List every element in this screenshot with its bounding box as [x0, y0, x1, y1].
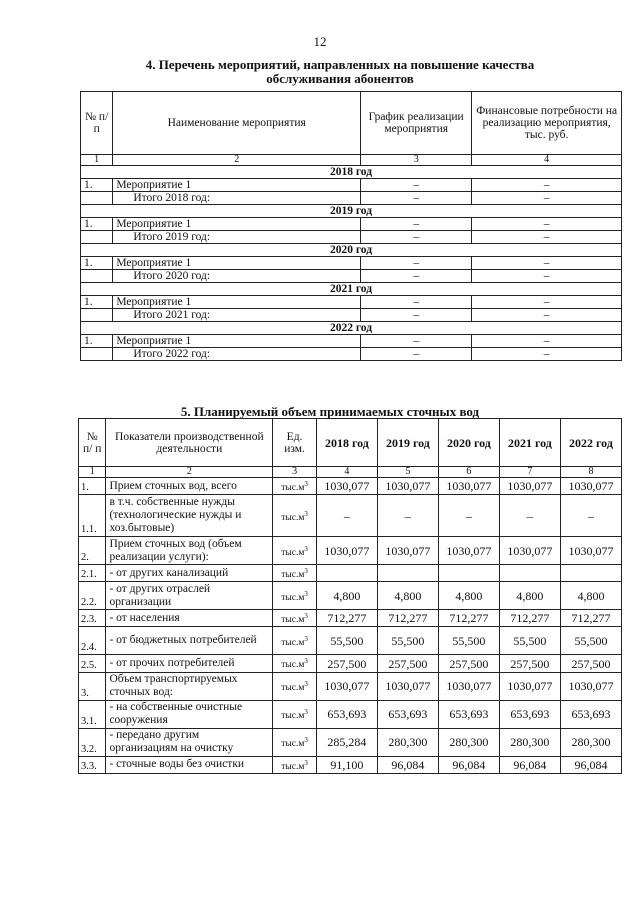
year-row — [81, 283, 622, 296]
unit-cell — [273, 495, 317, 537]
row-label: в т.ч. собственные нужды (технологические нужды и хоз.бытовые) — [106, 495, 273, 537]
item-number: 1. — [81, 179, 113, 192]
row-number: 2.1. — [79, 565, 106, 582]
table-row — [79, 610, 622, 627]
year-value: 1030,077 — [316, 478, 377, 495]
finance-total: – — [472, 348, 622, 361]
unit-text: тыс.м — [281, 683, 305, 694]
row-label: - от других отраслей организации — [106, 582, 273, 610]
schedule-value: – — [361, 296, 472, 309]
year-value: 55,500 — [377, 627, 438, 655]
year-value: 1030,077 — [499, 478, 560, 495]
year-value: 96,084 — [560, 756, 621, 773]
schedule-value: – — [361, 218, 472, 231]
wastewater-volume-table — [78, 418, 622, 774]
year-label: 2020 год — [81, 244, 622, 257]
header-cell: Ед. изм. — [273, 419, 317, 467]
unit-cell — [273, 610, 317, 627]
row-label: Объем транспортируемых сточных вод: — [106, 672, 273, 700]
row-number: 2.4. — [79, 627, 106, 655]
empty-cell — [81, 192, 113, 205]
column-number: 3 — [361, 155, 472, 166]
unit-text: тыс.м — [281, 483, 305, 494]
unit-superscript: 3 — [304, 612, 308, 621]
section-4-title — [20, 58, 640, 86]
item-number: 1. — [81, 257, 113, 270]
column-number: 2 — [113, 155, 361, 166]
header-cell: График реализации мероприятия — [361, 92, 472, 155]
schedule-total: – — [361, 231, 472, 244]
year-value: 96,084 — [499, 756, 560, 773]
activities-table — [80, 91, 622, 361]
finance-total: – — [472, 192, 622, 205]
unit-text: тыс.м — [281, 592, 305, 603]
table-row — [79, 478, 622, 495]
year-value: 1030,077 — [377, 672, 438, 700]
year-value: 653,693 — [560, 700, 621, 728]
empty-cell — [81, 270, 113, 283]
section-4-title-line1: 4. Перечень мероприятий, направленных на повышение качества — [145, 57, 535, 72]
row-label: - от прочих потребителей — [106, 655, 273, 672]
item-name: Мероприятие 1 — [113, 335, 361, 348]
total-label: Итого 2019 год: — [113, 231, 361, 244]
column-number: 6 — [438, 467, 499, 478]
unit-superscript: 3 — [304, 680, 308, 689]
year-value: 1030,077 — [316, 537, 377, 565]
year-value — [316, 565, 377, 582]
year-value: 712,277 — [377, 610, 438, 627]
year-value: 4,800 — [377, 582, 438, 610]
year-label: 2019 год — [81, 205, 622, 218]
year-value: 91,100 — [316, 756, 377, 773]
unit-superscript: 3 — [304, 544, 308, 553]
year-value: 4,800 — [499, 582, 560, 610]
unit-text: тыс.м — [281, 570, 305, 581]
year-value — [377, 565, 438, 582]
row-number: 3.1. — [79, 700, 106, 728]
year-value: 712,277 — [316, 610, 377, 627]
year-label: 2018 год — [81, 166, 622, 179]
year-value — [560, 565, 621, 582]
year-value: 257,500 — [377, 655, 438, 672]
unit-superscript: 3 — [304, 509, 308, 518]
unit-superscript: 3 — [304, 708, 308, 717]
table-header-row — [81, 92, 622, 155]
row-label: - передано другим организациям на очистку — [106, 728, 273, 756]
unit-cell — [273, 700, 317, 728]
year-value: 1030,077 — [377, 537, 438, 565]
header-cell-year: 2019 год — [377, 419, 438, 467]
year-value: 1030,077 — [438, 537, 499, 565]
year-value: 1030,077 — [316, 672, 377, 700]
row-label: - от населения — [106, 610, 273, 627]
year-value: 96,084 — [438, 756, 499, 773]
year-value — [438, 565, 499, 582]
year-value: 280,300 — [499, 728, 560, 756]
header-cell: Наименование мероприятия — [113, 92, 361, 155]
header-cell-year: 2020 год — [438, 419, 499, 467]
unit-cell — [273, 537, 317, 565]
table-row — [81, 335, 622, 348]
total-row — [81, 309, 622, 322]
item-number: 1. — [81, 218, 113, 231]
unit-text: тыс.м — [281, 638, 305, 649]
finance-total: – — [472, 270, 622, 283]
total-label: Итого 2020 год: — [113, 270, 361, 283]
table-row — [79, 728, 622, 756]
year-value: 1030,077 — [377, 478, 438, 495]
table-row — [79, 537, 622, 565]
row-label: Прием сточных вод, всего — [106, 478, 273, 495]
unit-superscript: 3 — [304, 567, 308, 576]
year-value: 280,300 — [377, 728, 438, 756]
empty-cell — [81, 309, 113, 322]
year-value: 1030,077 — [438, 672, 499, 700]
table-row — [79, 582, 622, 610]
finance-value: – — [472, 179, 622, 192]
year-value: 280,300 — [560, 728, 621, 756]
schedule-value: – — [361, 335, 472, 348]
year-value: 1030,077 — [499, 537, 560, 565]
table-row — [79, 565, 622, 582]
finance-value: – — [472, 257, 622, 270]
year-value: 257,500 — [438, 655, 499, 672]
year-row — [81, 205, 622, 218]
row-label: - на собственные очистные сооружения — [106, 700, 273, 728]
unit-superscript: 3 — [304, 758, 308, 767]
year-value: 285,284 — [316, 728, 377, 756]
unit-cell — [273, 565, 317, 582]
row-number: 2.2. — [79, 582, 106, 610]
year-value — [499, 565, 560, 582]
item-number: 1. — [81, 335, 113, 348]
year-value: 55,500 — [316, 627, 377, 655]
year-row — [81, 322, 622, 335]
year-value: 55,500 — [560, 627, 621, 655]
year-value: 712,277 — [499, 610, 560, 627]
unit-text: тыс.м — [281, 547, 305, 558]
finance-value: – — [472, 335, 622, 348]
row-label: Прием сточных вод (объем реализации услуги): — [106, 537, 273, 565]
item-name: Мероприятие 1 — [113, 296, 361, 309]
column-number: 8 — [560, 467, 621, 478]
row-number: 1.1. — [79, 495, 106, 537]
column-number-row — [81, 155, 622, 166]
column-number: 2 — [106, 467, 273, 478]
row-number: 2.5. — [79, 655, 106, 672]
column-number: 7 — [499, 467, 560, 478]
column-number: 4 — [316, 467, 377, 478]
year-value: 280,300 — [438, 728, 499, 756]
year-row — [81, 166, 622, 179]
table-row — [81, 257, 622, 270]
table-row — [79, 756, 622, 773]
row-number: 2.3. — [79, 610, 106, 627]
year-value: 96,084 — [377, 756, 438, 773]
unit-cell — [273, 627, 317, 655]
year-value: 1030,077 — [560, 478, 621, 495]
table-header-row — [79, 419, 622, 467]
row-number: 3. — [79, 672, 106, 700]
section-4-title-line2: обслуживания абонентов — [266, 71, 414, 86]
column-number: 5 — [377, 467, 438, 478]
row-number: 2. — [79, 537, 106, 565]
year-row — [81, 244, 622, 257]
header-cell: № п/ п — [79, 419, 106, 467]
year-value: 4,800 — [316, 582, 377, 610]
table-row — [81, 296, 622, 309]
header-cell-year: 2018 год — [316, 419, 377, 467]
year-value: 712,277 — [438, 610, 499, 627]
unit-cell — [273, 478, 317, 495]
empty-cell — [81, 348, 113, 361]
finance-value: – — [472, 218, 622, 231]
unit-text: тыс.м — [281, 711, 305, 722]
row-number: 1. — [79, 478, 106, 495]
finance-total: – — [472, 231, 622, 244]
unit-superscript: 3 — [304, 589, 308, 598]
unit-superscript: 3 — [304, 634, 308, 643]
year-value: 1030,077 — [560, 537, 621, 565]
header-cell-year: 2022 год — [560, 419, 621, 467]
row-label: - от других канализаций — [106, 565, 273, 582]
year-value: 653,693 — [438, 700, 499, 728]
year-value: 1030,077 — [499, 672, 560, 700]
year-value: – — [316, 495, 377, 537]
header-cell: Показатели производственной деятельности — [106, 419, 273, 467]
table-row — [79, 700, 622, 728]
table-row — [79, 655, 622, 672]
column-number: 4 — [472, 155, 622, 166]
item-name: Мероприятие 1 — [113, 257, 361, 270]
table-row — [79, 627, 622, 655]
schedule-total: – — [361, 348, 472, 361]
total-label: Итого 2018 год: — [113, 192, 361, 205]
table-row — [81, 218, 622, 231]
row-number: 3.2. — [79, 728, 106, 756]
header-cell: № п/п — [81, 92, 113, 155]
year-value: 55,500 — [438, 627, 499, 655]
table-row — [79, 495, 622, 537]
unit-cell — [273, 756, 317, 773]
unit-text: тыс.м — [281, 761, 305, 772]
unit-text: тыс.м — [281, 615, 305, 626]
year-value: – — [377, 495, 438, 537]
total-row — [81, 348, 622, 361]
total-label: Итого 2022 год: — [113, 348, 361, 361]
year-value: 257,500 — [560, 655, 621, 672]
column-number-row — [79, 467, 622, 478]
header-cell: Финансовые потребности на реализацию мероприятия, тыс. руб. — [472, 92, 622, 155]
row-label: - от бюджетных потребителей — [106, 627, 273, 655]
unit-cell — [273, 655, 317, 672]
finance-total: – — [472, 309, 622, 322]
year-value: 1030,077 — [560, 672, 621, 700]
item-name: Мероприятие 1 — [113, 218, 361, 231]
schedule-value: – — [361, 179, 472, 192]
year-value: 1030,077 — [438, 478, 499, 495]
row-label: - сточные воды без очистки — [106, 756, 273, 773]
item-number: 1. — [81, 296, 113, 309]
unit-text: тыс.м — [281, 660, 305, 671]
row-number: 3.3. — [79, 756, 106, 773]
total-row — [81, 192, 622, 205]
unit-superscript: 3 — [304, 480, 308, 488]
unit-cell — [273, 582, 317, 610]
unit-cell — [273, 728, 317, 756]
year-value: – — [499, 495, 560, 537]
unit-text: тыс.м — [281, 739, 305, 750]
table-row — [79, 672, 622, 700]
item-name: Мероприятие 1 — [113, 179, 361, 192]
unit-text: тыс.м — [281, 512, 305, 523]
column-number: 1 — [79, 467, 106, 478]
unit-superscript: 3 — [304, 736, 308, 745]
year-label: 2021 год — [81, 283, 622, 296]
schedule-total: – — [361, 192, 472, 205]
year-value: 257,500 — [316, 655, 377, 672]
year-value: 4,800 — [438, 582, 499, 610]
total-row — [81, 270, 622, 283]
schedule-value: – — [361, 257, 472, 270]
year-value: 712,277 — [560, 610, 621, 627]
year-value: 55,500 — [499, 627, 560, 655]
year-value: 653,693 — [377, 700, 438, 728]
year-value: 653,693 — [499, 700, 560, 728]
page-number: 12 — [313, 34, 327, 49]
schedule-total: – — [361, 270, 472, 283]
column-number: 1 — [81, 155, 113, 166]
year-value: – — [438, 495, 499, 537]
year-value: 257,500 — [499, 655, 560, 672]
year-value: – — [560, 495, 621, 537]
column-number: 3 — [273, 467, 317, 478]
total-row — [81, 231, 622, 244]
year-value: 4,800 — [560, 582, 621, 610]
unit-superscript: 3 — [304, 657, 308, 666]
unit-cell — [273, 672, 317, 700]
finance-value: – — [472, 296, 622, 309]
section-5-title: 5. Планируемый объем принимаемых сточных вод — [180, 404, 480, 419]
year-label: 2022 год — [81, 322, 622, 335]
year-value: 653,693 — [316, 700, 377, 728]
schedule-total: – — [361, 309, 472, 322]
total-label: Итого 2021 год: — [113, 309, 361, 322]
header-cell-year: 2021 год — [499, 419, 560, 467]
empty-cell — [81, 231, 113, 244]
table-row — [81, 179, 622, 192]
